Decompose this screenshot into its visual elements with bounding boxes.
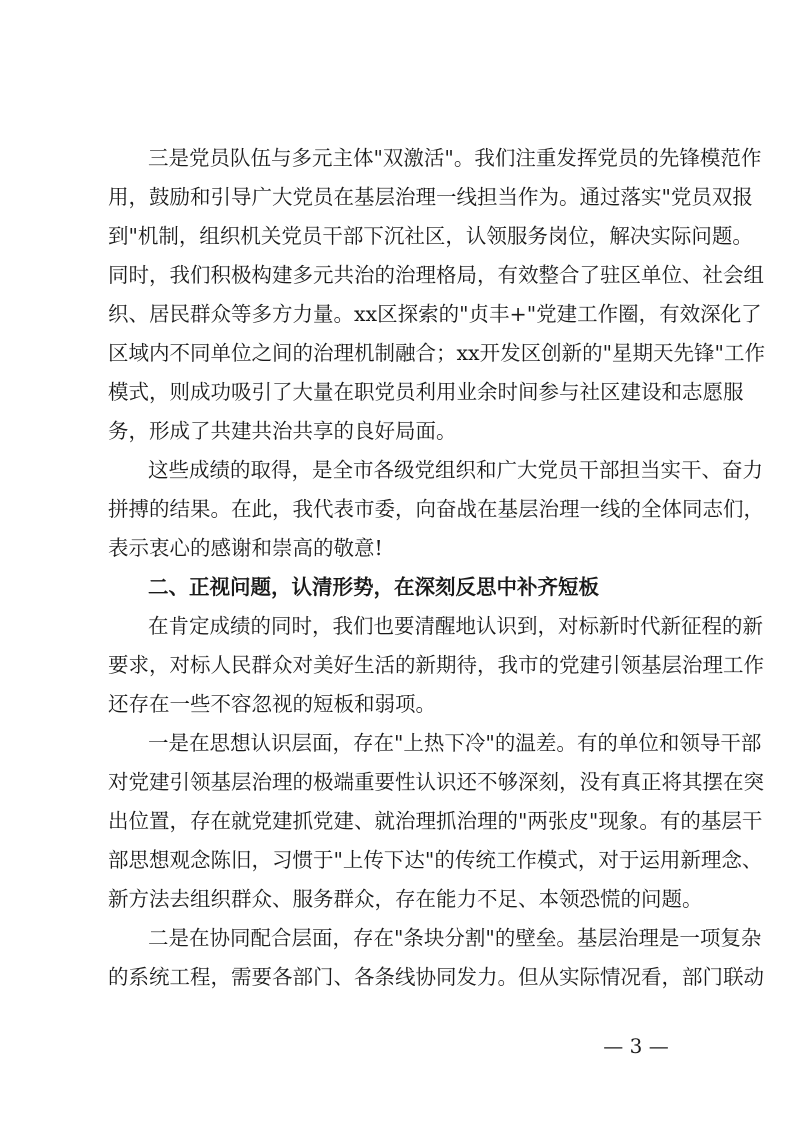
text-line: 务，形成了共建共治共享的良好局面。 [108,419,457,443]
text-line: 这些成绩的取得，是全市各级党组织和广大党员干部担当实干、奋力 [148,458,763,482]
text-line: 区域内不同单位之间的治理机制融合；xx开发区创新的"星期天先锋"工作 [108,341,765,365]
text-line: 模式，则成功吸引了大量在职党员利用业余时间参与社区建设和志愿服 [108,380,744,404]
text-line: 拼搏的结果。在此，我代表市委，向奋战在基层治理一线的全体同志们， [108,497,764,521]
section-heading: 二、正视问题，认清形势，在深刻反思中补齐短板 [148,575,599,599]
text-line: 表示衷心的感谢和崇高的敬意! [108,536,383,560]
text-line: 到"机制，组织机关党员干部下沉社区，认领服务岗位，解决实际问题。 [108,224,753,248]
text-line: 的系统工程，需要各部门、各条线协同发力。但从实际情况看，部门联动 [108,965,764,989]
text-line: 新方法去组织群众、服务群众，存在能力不足、本领恐慌的问题。 [108,887,703,911]
text-line: 对党建引领基层治理的极端重要性认识还不够深刻，没有真正将其摆在突 [108,770,764,794]
text-line: 还存在一些不容忽视的短板和弱项。 [108,692,436,716]
text-line: 同时，我们积极构建多元共治的治理格局，有效整合了驻区单位、社会组 [108,263,764,287]
text-line: 在肯定成绩的同时，我们也要清醒地认识到，对标新时代新征程的新 [148,614,763,638]
text-line: 二是在协同配合层面，存在"条块分割"的壁垒。基层治理是一项复杂 [148,926,762,950]
text-line: 出位置，存在就党建抓党建、就治理抓治理的"两张皮"现象。有的基层干 [108,809,763,833]
text-line: 部思想观念陈旧，习惯于"上传下达"的传统工作模式，对于运用新理念、 [108,848,763,872]
page-number: — 3 — [603,1034,669,1058]
text-line: 要求，对标人民群众对美好生活的新期待，我市的党建引领基层治理工作 [108,653,764,677]
text-line: 三是党员队伍与多元主体"双激活"。我们注重发挥党员的先锋模范作 [148,146,762,170]
text-line: 织、居民群众等多方力量。xx区探索的"贞丰+"党建工作圈，有效深化了 [108,302,762,326]
text-line: 一是在思想认识层面，存在"上热下冷"的温差。有的单位和领导干部 [148,731,762,755]
text-line: 用，鼓励和引导广大党员在基层治理一线担当作为。通过落实"党员双报 [108,185,753,209]
